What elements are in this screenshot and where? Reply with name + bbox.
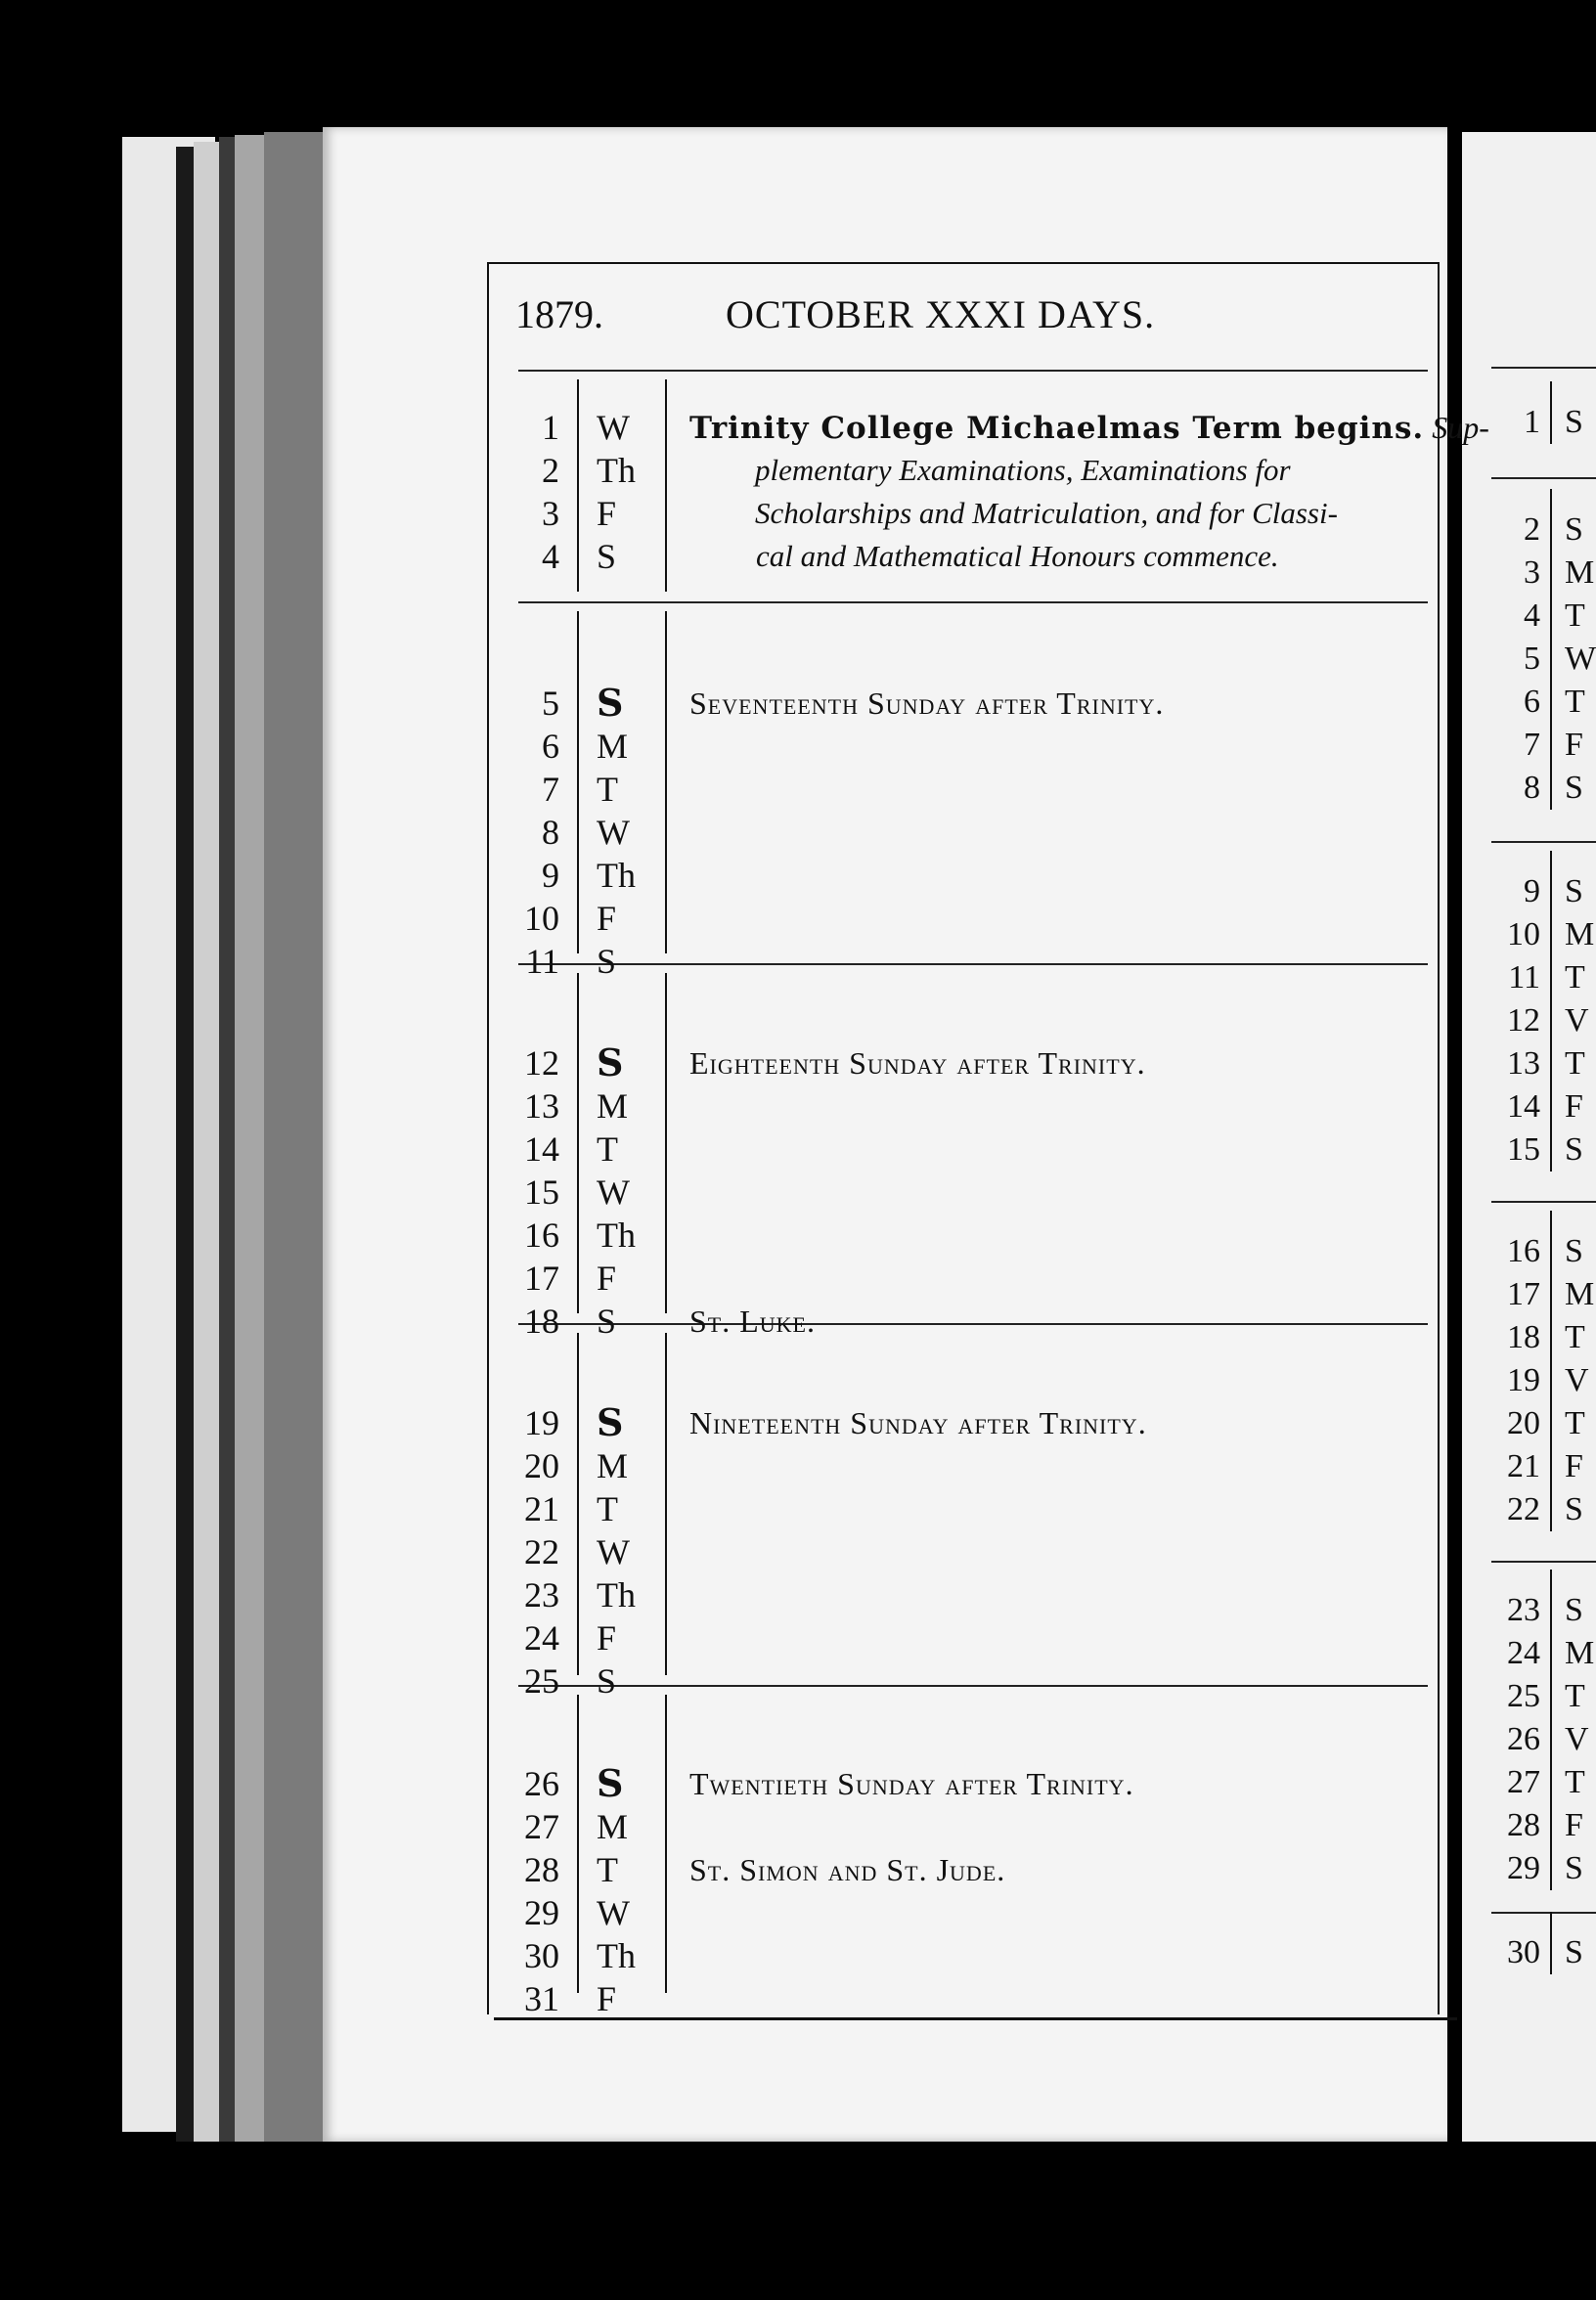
date-number: 27 <box>524 1807 559 1846</box>
facing-weekday-abbr: F <box>1565 1088 1583 1125</box>
calendar-entry <box>689 1300 816 1343</box>
date-number: 25 <box>524 1661 559 1701</box>
facing-column-rule <box>1550 489 1552 810</box>
facing-weekday-abbr: T <box>1565 1678 1585 1714</box>
facing-date-number: 12 <box>1507 1002 1540 1039</box>
facing-week-divider <box>1491 841 1596 843</box>
calendar-entry <box>689 682 1164 725</box>
facing-weekday-abbr: S <box>1565 1131 1583 1168</box>
weekday-abbr: F <box>597 494 617 533</box>
entry-text: Eighteenth Sunday after Trinity. <box>689 1045 1146 1081</box>
facing-week-divider <box>1491 1912 1596 1914</box>
facing-date-number: 7 <box>1524 727 1540 763</box>
date-number: 13 <box>524 1086 559 1126</box>
weekday-abbr: T <box>597 1489 618 1528</box>
facing-week-divider <box>1491 477 1596 479</box>
facing-date-number: 21 <box>1507 1448 1540 1484</box>
weekday-abbr: Th <box>597 451 636 490</box>
weekday-abbr: W <box>597 1172 630 1212</box>
facing-date-number: 5 <box>1524 641 1540 677</box>
facing-date-number: 27 <box>1507 1764 1540 1800</box>
facing-date-number: 8 <box>1524 770 1540 806</box>
weekday-abbr: Th <box>597 1936 636 1975</box>
date-number: 11 <box>525 942 559 981</box>
weekday-column-rule <box>665 379 667 592</box>
facing-column-rule <box>1550 381 1552 444</box>
weekday-abbr: S <box>597 537 617 576</box>
facing-column-rule <box>1550 1211 1552 1531</box>
date-column-rule <box>577 973 579 1313</box>
date-number: 2 <box>542 451 559 490</box>
weekday-abbr: M <box>597 1446 629 1485</box>
date-column-rule <box>577 379 579 592</box>
facing-date-number: 23 <box>1507 1592 1540 1628</box>
date-column-rule <box>577 611 579 953</box>
facing-weekday-abbr: S <box>1565 1233 1583 1269</box>
facing-date-number: 11 <box>1508 959 1540 995</box>
weekday-abbr: Th <box>597 856 636 895</box>
calendar-entry <box>689 1848 1005 1891</box>
weekday-column-rule <box>665 1695 667 1993</box>
facing-date-number: 19 <box>1507 1362 1540 1398</box>
facing-date-number: 10 <box>1507 916 1540 952</box>
facing-weekday-abbr: S <box>1565 404 1583 440</box>
facing-weekday-abbr: S <box>1565 873 1583 909</box>
facing-weekday-abbr: F <box>1565 1807 1583 1843</box>
date-number: 23 <box>524 1575 559 1614</box>
date-number: 7 <box>542 770 559 809</box>
italic-text: plementary Examinations, Examinations for <box>755 453 1291 487</box>
weekday-abbr: T <box>597 1129 618 1169</box>
sunday-marker: S <box>597 1761 624 1805</box>
facing-date-number: 2 <box>1524 511 1540 548</box>
weekday-abbr: S <box>597 942 617 981</box>
italic-text: Scholarships and Matriculation, and for Classi- <box>755 496 1338 530</box>
facing-weekday-abbr: V <box>1565 1721 1589 1757</box>
date-number: 29 <box>524 1893 559 1932</box>
date-number: 19 <box>524 1403 559 1442</box>
calendar-entry <box>756 535 1421 578</box>
facing-weekday-abbr: T <box>1565 597 1585 634</box>
facing-date-number: 4 <box>1524 597 1540 634</box>
facing-date-number: 22 <box>1507 1491 1540 1527</box>
weekday-abbr: W <box>597 1532 630 1571</box>
facing-date-number: 25 <box>1507 1678 1540 1714</box>
entry-text: St. Simon and St. Jude. <box>689 1852 1006 1887</box>
facing-date-number: 29 <box>1507 1850 1540 1886</box>
date-number: 1 <box>542 408 559 447</box>
facing-date-number: 6 <box>1524 684 1540 720</box>
date-number: 28 <box>524 1850 559 1889</box>
facing-weekday-abbr: M <box>1565 554 1595 591</box>
date-number: 8 <box>542 813 559 852</box>
weekday-abbr: W <box>597 408 630 447</box>
page-stack-edge <box>264 132 323 2142</box>
weekday-abbr: F <box>597 1979 617 2018</box>
facing-column-rule <box>1550 1912 1552 1974</box>
facing-weekday-abbr: V <box>1565 1002 1589 1039</box>
page-stack-edge <box>235 135 264 2142</box>
facing-weekday-abbr: T <box>1565 1405 1585 1441</box>
facing-weekday-abbr: T <box>1565 1319 1585 1355</box>
facing-weekday-abbr: V <box>1565 1362 1589 1398</box>
week-divider <box>518 601 1428 603</box>
date-number: 6 <box>542 727 559 766</box>
date-number: 12 <box>524 1043 559 1083</box>
entry-text: Twentieth Sunday after Trinity. <box>689 1766 1134 1801</box>
weekday-column-rule <box>665 973 667 1313</box>
date-number: 17 <box>524 1259 559 1298</box>
header-title: OCTOBER XXXI DAYS. <box>726 292 1156 336</box>
facing-weekday-abbr: T <box>1565 1764 1585 1800</box>
date-number: 24 <box>524 1618 559 1658</box>
week-divider <box>518 1323 1428 1325</box>
calendar-entry <box>755 492 1420 535</box>
facing-weekday-abbr: M <box>1565 1276 1595 1312</box>
facing-week-divider <box>1491 367 1596 369</box>
facing-weekday-abbr: W <box>1565 641 1596 677</box>
weekday-abbr: Th <box>597 1575 636 1614</box>
facing-date-number: 26 <box>1507 1721 1540 1757</box>
frame-bottom-rule <box>494 2017 1457 2020</box>
blackletter-text: Trinity College Michaelmas Term begins. <box>689 411 1425 446</box>
weekday-abbr: F <box>597 1618 617 1658</box>
weekday-abbr: M <box>597 727 629 766</box>
weekday-abbr: S <box>597 1661 617 1701</box>
date-number: 26 <box>524 1764 559 1803</box>
facing-week-divider <box>1491 1201 1596 1203</box>
date-number: 18 <box>524 1302 559 1341</box>
date-number: 14 <box>524 1129 559 1169</box>
facing-weekday-abbr: T <box>1565 959 1585 995</box>
facing-weekday-abbr: F <box>1565 727 1583 763</box>
weekday-abbr: W <box>597 1893 630 1932</box>
page-stack-edge <box>219 137 235 2142</box>
weekday-abbr: T <box>597 1850 618 1889</box>
facing-weekday-abbr: T <box>1565 1045 1585 1082</box>
facing-weekday-abbr: S <box>1565 770 1583 806</box>
week-divider <box>518 370 1428 372</box>
calendar-entry <box>689 1041 1146 1084</box>
italic-text: Sup- <box>1424 410 1489 445</box>
facing-weekday-abbr: S <box>1565 1491 1583 1527</box>
date-number: 31 <box>524 1979 559 2018</box>
date-number: 9 <box>542 856 559 895</box>
weekday-abbr: F <box>597 899 617 938</box>
date-number: 4 <box>542 537 559 576</box>
weekday-column-rule <box>665 1333 667 1675</box>
entry-text: Nineteenth Sunday after Trinity. <box>689 1405 1147 1440</box>
facing-column-rule <box>1550 1570 1552 1890</box>
facing-date-number: 17 <box>1507 1276 1540 1312</box>
page-stack-edge <box>176 147 194 2142</box>
date-number: 5 <box>542 684 559 723</box>
facing-weekday-abbr: S <box>1565 511 1583 548</box>
facing-weekday-abbr: M <box>1565 1635 1595 1671</box>
sunday-marker: S <box>597 681 624 725</box>
entry-text: St. Luke. <box>689 1304 816 1339</box>
facing-date-number: 28 <box>1507 1807 1540 1843</box>
facing-date-number: 9 <box>1524 873 1540 909</box>
date-column-rule <box>577 1333 579 1675</box>
date-column-rule <box>577 1695 579 1993</box>
date-number: 15 <box>524 1172 559 1212</box>
entry-text: Seventeenth Sunday after Trinity. <box>689 686 1165 721</box>
weekday-abbr: M <box>597 1807 629 1846</box>
weekday-column-rule <box>665 611 667 953</box>
week-divider <box>518 963 1428 965</box>
facing-column-rule <box>1550 851 1552 1172</box>
weekday-abbr: F <box>597 1259 617 1298</box>
date-number: 16 <box>524 1216 559 1255</box>
facing-week-divider <box>1491 1561 1596 1563</box>
date-number: 3 <box>542 494 559 533</box>
header-year: 1879. <box>515 292 603 336</box>
facing-date-number: 30 <box>1507 1934 1540 1970</box>
calendar-entry <box>755 449 1420 492</box>
week-divider <box>518 1685 1428 1687</box>
weekday-abbr: T <box>597 770 618 809</box>
facing-date-number: 24 <box>1507 1635 1540 1671</box>
facing-weekday-abbr: S <box>1565 1592 1583 1628</box>
facing-weekday-abbr: F <box>1565 1448 1583 1484</box>
facing-weekday-abbr: S <box>1565 1850 1583 1886</box>
italic-text: cal and Mathematical Honours commence. <box>756 539 1279 573</box>
page-stack-edge <box>194 142 219 2142</box>
sunday-marker: S <box>597 1040 624 1084</box>
facing-date-number: 13 <box>1507 1045 1540 1082</box>
calendar-entry <box>689 1762 1134 1805</box>
calendar-entry <box>689 406 1489 450</box>
weekday-abbr: W <box>597 813 630 852</box>
facing-date-number: 1 <box>1524 404 1540 440</box>
facing-date-number: 3 <box>1524 554 1540 591</box>
facing-weekday-abbr: S <box>1565 1934 1583 1970</box>
weekday-abbr: Th <box>597 1216 636 1255</box>
weekday-abbr: M <box>597 1086 629 1126</box>
facing-date-number: 15 <box>1507 1131 1540 1168</box>
date-number: 10 <box>524 899 559 938</box>
date-number: 20 <box>524 1446 559 1485</box>
facing-weekday-abbr: T <box>1565 684 1585 720</box>
weekday-abbr: S <box>597 1302 617 1341</box>
facing-date-number: 16 <box>1507 1233 1540 1269</box>
facing-date-number: 20 <box>1507 1405 1540 1441</box>
date-number: 21 <box>524 1489 559 1528</box>
calendar-entry <box>689 1401 1147 1444</box>
facing-weekday-abbr: M <box>1565 916 1595 952</box>
date-number: 22 <box>524 1532 559 1571</box>
sunday-marker: S <box>597 1400 624 1444</box>
date-number: 30 <box>524 1936 559 1975</box>
facing-date-number: 18 <box>1507 1319 1540 1355</box>
facing-date-number: 14 <box>1507 1088 1540 1125</box>
